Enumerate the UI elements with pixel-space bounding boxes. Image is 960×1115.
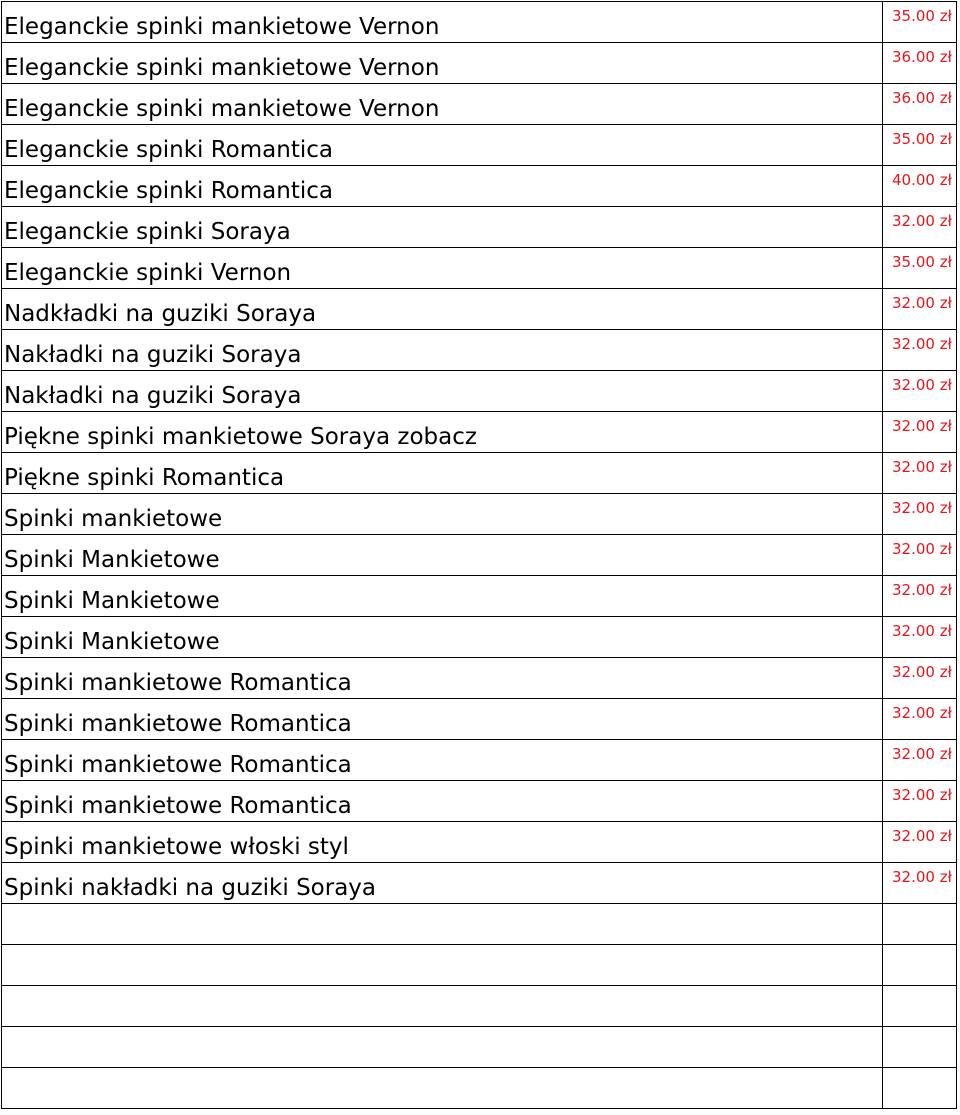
product-name-cell <box>2 945 882 985</box>
product-name: Eleganckie spinki mankietowe Vernon <box>4 96 440 122</box>
product-price-cell <box>882 1027 956 1067</box>
product-price-cell <box>882 822 956 862</box>
product-name-cell <box>2 248 882 288</box>
product-price-cell <box>882 248 956 288</box>
product-name: Spinki nakładki na guziki Soraya <box>4 875 376 901</box>
product-name: Spinki mankietowe Romantica <box>4 670 352 696</box>
product-price: 32.00 zł <box>892 294 952 312</box>
product-price: 32.00 zł <box>892 581 952 599</box>
product-name: Eleganckie spinki mankietowe Vernon <box>4 55 440 81</box>
product-name: Piękne spinki mankietowe Soraya zobacz <box>4 424 477 450</box>
table-row <box>2 1068 956 1109</box>
product-name-cell <box>2 494 882 534</box>
product-name-cell <box>2 43 882 83</box>
table-row <box>2 576 956 617</box>
product-price-cell <box>882 699 956 739</box>
product-price-cell <box>882 207 956 247</box>
product-name: Eleganckie spinki Soraya <box>4 219 291 245</box>
table-row <box>2 945 956 986</box>
product-name: Spinki mankietowe Romantica <box>4 752 352 778</box>
product-price-cell <box>882 986 956 1026</box>
product-price-cell <box>882 412 956 452</box>
table-row <box>2 904 956 945</box>
product-name-cell <box>2 289 882 329</box>
product-price: 36.00 zł <box>892 89 952 107</box>
product-price-cell <box>882 781 956 821</box>
product-price: 32.00 zł <box>892 622 952 640</box>
product-name: Nakładki na guziki Soraya <box>4 342 302 368</box>
product-price-cell <box>882 84 956 124</box>
product-name: Spinki mankietowe Romantica <box>4 711 352 737</box>
table-row <box>2 699 956 740</box>
product-price-cell <box>882 535 956 575</box>
table-row <box>2 822 956 863</box>
product-price-cell <box>882 863 956 903</box>
product-price: 32.00 zł <box>892 212 952 230</box>
table-row <box>2 2 956 43</box>
product-name-cell <box>2 617 882 657</box>
product-price: 32.00 zł <box>892 704 952 722</box>
product-price-cell <box>882 494 956 534</box>
product-name: Spinki Mankietowe <box>4 588 220 614</box>
product-price: 35.00 zł <box>892 253 952 271</box>
product-name-cell <box>2 863 882 903</box>
price-table <box>1 1 957 1109</box>
product-price-cell <box>882 2 956 42</box>
product-name-cell <box>2 699 882 739</box>
table-row <box>2 248 956 289</box>
product-price: 32.00 zł <box>892 417 952 435</box>
product-price-cell <box>882 904 956 944</box>
product-price: 35.00 zł <box>892 7 952 25</box>
table-row <box>2 43 956 84</box>
table-row <box>2 207 956 248</box>
product-price: 32.00 zł <box>892 335 952 353</box>
product-name-cell <box>2 2 882 42</box>
product-name: Spinki Mankietowe <box>4 547 220 573</box>
table-row <box>2 494 956 535</box>
table-row <box>2 330 956 371</box>
product-price: 36.00 zł <box>892 48 952 66</box>
product-price-cell <box>882 1068 956 1108</box>
product-name-cell <box>2 1068 882 1108</box>
table-row <box>2 412 956 453</box>
product-name: Piękne spinki Romantica <box>4 465 285 491</box>
product-price: 32.00 zł <box>892 786 952 804</box>
product-name: Eleganckie spinki Romantica <box>4 137 333 163</box>
product-name-cell <box>2 207 882 247</box>
product-name: Nadkładki na guziki Soraya <box>4 301 317 327</box>
product-price-cell <box>882 371 956 411</box>
product-name-cell <box>2 658 882 698</box>
product-price-cell <box>882 125 956 165</box>
product-price: 32.00 zł <box>892 540 952 558</box>
table-row <box>2 1027 956 1068</box>
table-row <box>2 658 956 699</box>
product-name-cell <box>2 166 882 206</box>
table-row <box>2 289 956 330</box>
product-name-cell <box>2 371 882 411</box>
product-name: Eleganckie spinki Vernon <box>4 260 292 286</box>
product-name-cell <box>2 412 882 452</box>
product-price: 32.00 zł <box>892 827 952 845</box>
product-name: Spinki mankietowe <box>4 506 223 532</box>
product-price: 32.00 zł <box>892 745 952 763</box>
product-name-cell <box>2 84 882 124</box>
table-row <box>2 617 956 658</box>
product-name-cell <box>2 535 882 575</box>
product-price: 32.00 zł <box>892 663 952 681</box>
product-price-cell <box>882 453 956 493</box>
product-name-cell <box>2 986 882 1026</box>
table-row <box>2 371 956 412</box>
product-name-cell <box>2 904 882 944</box>
table-row <box>2 535 956 576</box>
product-name-cell <box>2 1027 882 1067</box>
product-price-cell <box>882 330 956 370</box>
product-price: 32.00 zł <box>892 376 952 394</box>
product-name-cell <box>2 125 882 165</box>
product-price: 40.00 zł <box>892 171 952 189</box>
table-row <box>2 781 956 822</box>
product-price-cell <box>882 43 956 83</box>
product-name: Eleganckie spinki mankietowe Vernon <box>4 14 440 40</box>
product-price: 32.00 zł <box>892 499 952 517</box>
product-name-cell <box>2 781 882 821</box>
product-price-cell <box>882 658 956 698</box>
table-row <box>2 986 956 1027</box>
product-name: Spinki mankietowe Romantica <box>4 793 352 819</box>
table-row <box>2 453 956 494</box>
product-name-cell <box>2 740 882 780</box>
product-price-cell <box>882 617 956 657</box>
product-price-cell <box>882 576 956 616</box>
table-row <box>2 125 956 166</box>
table-row <box>2 84 956 125</box>
product-name: Spinki mankietowe włoski styl <box>4 834 349 860</box>
product-price-cell <box>882 945 956 985</box>
product-price-cell <box>882 166 956 206</box>
table-row <box>2 863 956 904</box>
product-price: 32.00 zł <box>892 458 952 476</box>
product-name: Eleganckie spinki Romantica <box>4 178 333 204</box>
product-name: Spinki Mankietowe <box>4 629 220 655</box>
table-row <box>2 166 956 207</box>
table-row <box>2 740 956 781</box>
product-name-cell <box>2 576 882 616</box>
product-name-cell <box>2 822 882 862</box>
product-price: 35.00 zł <box>892 130 952 148</box>
product-price: 32.00 zł <box>892 868 952 886</box>
product-price-cell <box>882 289 956 329</box>
product-price-cell <box>882 740 956 780</box>
product-name-cell <box>2 330 882 370</box>
product-name: Nakładki na guziki Soraya <box>4 383 302 409</box>
product-name-cell <box>2 453 882 493</box>
